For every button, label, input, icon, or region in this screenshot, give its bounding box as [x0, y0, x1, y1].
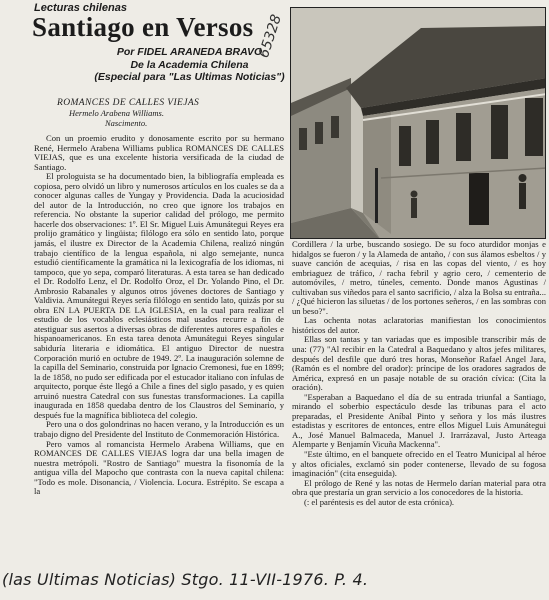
byline-affiliation: De la Academia Chilena: [130, 58, 249, 71]
byline-author: Por FIDEL ARANEDA BRAVO: [116, 46, 263, 58]
book-publisher: Nascimento.: [105, 118, 148, 128]
byline-source: (Especial para "Las Ultimas Noticias"): [94, 71, 285, 83]
paragraph: Pero vamos al romancista Hermelo Arabena Williams, que en ROMANCES DE CALLES VIEJAS logra dar una bella imagen de nuestra metrópoli. "Rostro de Santiago" muestra la fisonomía de la antigua villa del Mapocho que contrasta con la nueva capital chilena: "Todo es mole. Disonancia, / Violencia. Locura. Estrépito. Se escapa a la: [34, 438, 284, 497]
handwritten-catalog-number: 65328: [256, 12, 285, 60]
section-label: Lecturas chilenas: [34, 2, 127, 14]
paragraph: (: el paréntesis es del autor de esta crónica).: [304, 496, 455, 507]
paragraph: El prólogo de René y las notas de Hermelo darían material para otra obra que prestaría un gran servicio a los conocedores de la historia.: [292, 477, 546, 498]
paragraph: "Este último, en el banquete ofrecido en el Teatro Municipal al héroe y altos oficiales, exclamó sin poder contenerse, llevado de su fogosa imaginación" (cita enseguida).: [292, 449, 546, 479]
book-title: ROMANCES DE CALLES VIEJAS: [57, 98, 200, 108]
paragraph: Pero una o dos golondrinas no hacen verano, y la Introducción es un trabajo digno del Presidente del Instituto de Conmemoración Histórica.: [34, 419, 284, 439]
paragraph: Las ochenta notas aclaratorias manifiestan los conocimientos históricos del autor.: [292, 315, 546, 335]
book-author: Hermelo Arabena Williams.: [69, 108, 164, 118]
paragraph: Con un proemio erudito y donosamente escrito por su hermano René, Hermelo Arabena Williams publica ROMANCES DE CALLES VIEJAS, que es una excelente historia versificada de la ciudad de Santiago.: [34, 134, 284, 172]
right-column: [292, 240, 546, 570]
book-reference: [57, 98, 199, 128]
handwritten-source-citation: (las Ultimas Noticias) Stgo. 11-VII-1976. P. 4.: [2, 570, 369, 589]
paragraph: Ellas son tantas y tan variadas que es imposible transcribir más de una: (77) "Al recibir en la Catedral a Baquedano y altos jefes militares, después del desfile que duró tres horas, Monseñor Rafael Angel Jara, (Ramón es el nombre del orador): príncipe de los oradores sagrados de América, expresó en un pasaje notable de su oración cívica: (Cita la oración).: [292, 334, 546, 393]
left-column: [34, 134, 284, 566]
paragraph: "Esperaban a Baquedano el día de su entrada triunfal a Santiago, mirando el soberbio espectáculo desde las tribunas para el acto preparadas, el Presidente Aníbal Pinto y señora y los más ilustres estadistas y escritores de entonces, entre ellos Miguel Luis Amunátegui A., José Manuel Balmaceda, Manuel J. Irarrázaval, Justo Arteaga Alemparte y Benjamín Vicuña Mackenna".: [292, 391, 546, 450]
paragraph: El prologuista se ha documentado bien, la bibliografía empleada es copiosa, pero olvidó un libro y numerosos artículos en los cuales se da a conocer algunas calles de Yungay y Providencia. Dada la acuciosidad del autor de la Introducción, no creo que ignore los trabajos en referencia. No obstante la superior calidad del prólogo, me permito hacerle dos observaciones: 1º. El Sr. Miguel Luis Amunátegui Reyes era prolijo gramático y lingüista; filólogo era sólo en sentido lato, porque jamás, el ilustre ex Director de la Academia Chilena, realizó ningún trabajo científico de la lengua española, ni algo semejante, nunca estudió científicamente la gramática ni la lexicografía de los idiomas, ni tampoco, que yo sepa, comparó literaturas. A esta tarea se han dedicado el Dr. Rodolfo Lenz, el Dr. Rodolfo Oroz, el Dr. Yolando Pino, el Dr. Ambrosio Rabanales y algunos otros jóvenes doctores de Santiago y Valdivia. Amunátegui Reyes sería filólogo en sentido lato, quizás por su obra EN LA PUERTA DE LA IGLESIA, en la cual para realizar el estudio de los vocablos eclesiásticos mal usados recurre a fin de atestiguar sus asertos a diversas obras de diferentes autores españoles e hispanoamericanos. En esta tarea denota Amunátegui Reyes singular sabiduría literaria e idiomática. El antiguo Director de nuestra Corporación murió en octubre de 1949. 2º. La inauguración solemne de la capilla del Seminario, construida por Ignacio Cremonesi, fue en 1899; la de 1858, no pudo ser edificada por el estucador italiano con ínfulas de arquitecto, porque éste llegó a Chile a fines del siglo pasado, y es quien arruinó nuestra Catedral con sus funestas transformaciones. La capilla inaugurada en 1858 quedaba dentro de los Claustros del Seminario, y después fue la magnífica biblioteca del colegio.: [34, 171, 284, 420]
street-photograph: [290, 7, 546, 239]
article-headline: Santiago en Versos: [32, 12, 254, 42]
paragraph: Cordillera / la urbe, buscando sosiego. De su foco aturdidor monjas e hidalgos se fueron / y la Alameda de antaño, / con sus álamos esbeltos / y suave canción de acequias, / risa en las copas del viento, / es hoy embriaguez de tráfico, / racha febril y agrio cero, / cementerio de automóviles, / metro, túneles, cemento. Donde manos Agustinas / cultivaban sus viñedos para el santo sacrificio, / alza la Bolsa su entraña... / ¿Qué hicieron las siluetas / de los portones señeros, / en las sombras con un beso?".: [292, 240, 546, 316]
colonial-street-photo: [291, 8, 546, 239]
